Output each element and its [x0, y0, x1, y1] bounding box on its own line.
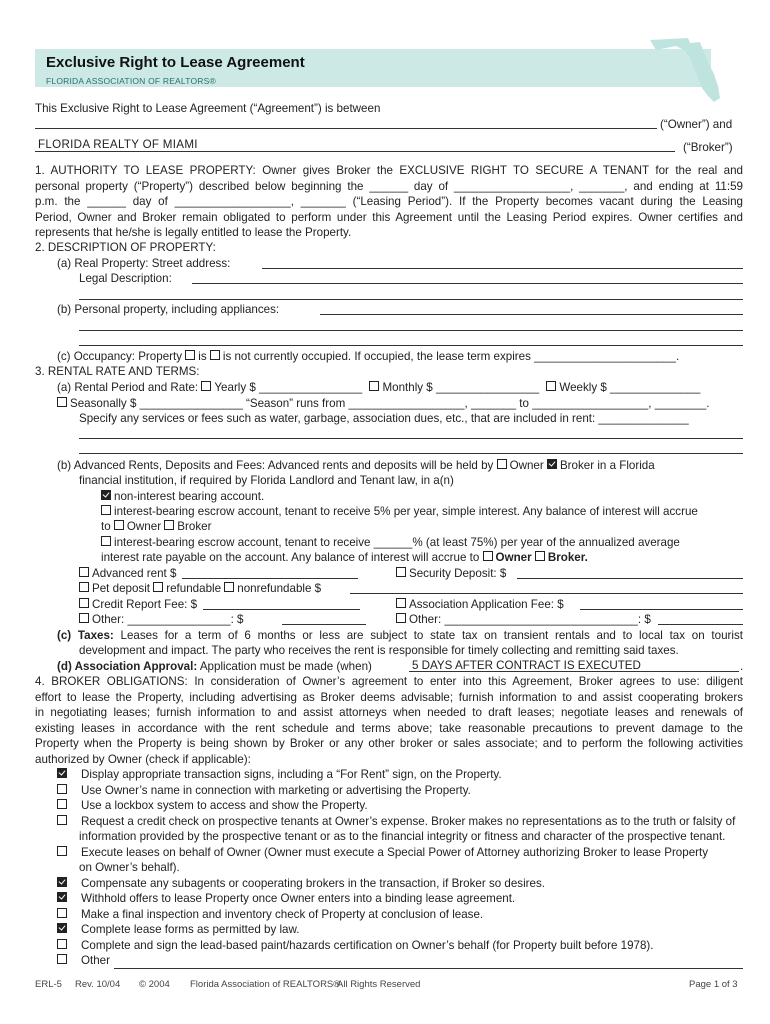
- activity-text: Display appropriate transaction signs, including a “For Rent” sign, on the Property.: [81, 768, 502, 781]
- opt-interest-75-accrue: interest rate payable on the account. Any balance of interest will accrue to Owner Broker.: [101, 551, 588, 564]
- owner-name-field[interactable]: [35, 128, 657, 129]
- personal-property-field-3[interactable]: [79, 345, 743, 346]
- credit-row: Credit Report Fee: $: [79, 597, 743, 612]
- advanced-rent-field[interactable]: [182, 578, 358, 579]
- non-interest-checkbox[interactable]: [101, 490, 111, 500]
- other-fee-1-checkbox[interactable]: [79, 613, 89, 623]
- s3c-line: (c) Taxes: Leases for a term of 6 months or less are subject to state tax on transient rentals and to local tax on tourist: [57, 629, 743, 642]
- association-approval-value: 5 DAYS AFTER CONTRACT IS EXECUTED: [412, 659, 641, 672]
- s3a-line: (a) Rental Period and Rate: Yearly $ ________________ Monthly $ ________________ Weekly $ ______________: [57, 381, 701, 394]
- s4-line-4: existing leases in accordance with the rent schedule and terms above; take reasonable precautions to prevent damage to the: [35, 722, 743, 735]
- interest-5-checkbox[interactable]: [101, 505, 111, 515]
- s3-seasonal-line: Seasonally $ ________________ “Season” runs from __________________, _______ to __________________, ________.: [57, 396, 743, 411]
- activity-checkbox[interactable]: [57, 923, 67, 933]
- activity-item: [57, 783, 765, 798]
- document-subtitle: FLORIDA ASSOCIATION OF REALTORS®: [46, 76, 216, 86]
- legal-label: Legal Description:: [79, 272, 172, 285]
- assoc-app-row: Association Application Fee: $: [396, 597, 736, 612]
- s4-line-3: in negotiating leases; furnish information to and assist attorneys when needed to draft leases; negotiate leases and renewals of: [35, 706, 743, 719]
- adv-rent-row: Advanced rent $: [79, 566, 743, 581]
- security-deposit-field[interactable]: [517, 578, 743, 579]
- pet-refundable-checkbox[interactable]: [153, 582, 163, 592]
- activity-text: Compensate any subagents or cooperating brokers in the transaction, if Broker so desires.: [81, 876, 545, 890]
- credit-report-checkbox[interactable]: [79, 598, 89, 608]
- legal-description-field[interactable]: [192, 283, 743, 284]
- activity-checkbox[interactable]: [57, 815, 67, 825]
- activity-text: Complete lease forms as permitted by law.: [81, 923, 300, 936]
- other-fee-1-field[interactable]: [282, 624, 366, 625]
- opt-interest-5: interest-bearing escrow account, tenant to receive 5% per year, simple interest. Any balance of interest will accrue: [101, 504, 743, 519]
- activity-item: [57, 814, 765, 829]
- services-field[interactable]: [79, 438, 743, 439]
- activity-text: Use a lockbox system to access and show the Property.: [81, 799, 368, 812]
- s4-line-6: authorized by Owner (check if applicable):: [35, 753, 251, 766]
- activity-text: Execute leases on behalf of Owner (Owner must execute a Special Power of Attorney authorizing Broker to lease Property: [81, 845, 709, 859]
- footer-rights: All Rights Reserved: [337, 979, 421, 990]
- activity-checkbox[interactable]: [57, 954, 67, 964]
- footer-revision: Rev. 10/04: [75, 979, 121, 990]
- accrue75-owner-checkbox[interactable]: [483, 551, 493, 561]
- activity-item: [57, 767, 765, 782]
- footer-association: Florida Association of REALTORS®: [190, 979, 341, 990]
- s2-title: 2. DESCRIPTION OF PROPERTY:: [35, 241, 216, 254]
- interest-75-checkbox[interactable]: [101, 536, 111, 546]
- pet-row: Pet deposit refundable nonrefundable $: [79, 581, 743, 596]
- s3b-line: (b) Advanced Rents, Deposits and Fees: Advanced rents and deposits will be held by Owner Broker in a Florida: [57, 459, 655, 472]
- other-fee-2-field[interactable]: [658, 624, 743, 625]
- document-title: Exclusive Right to Lease Agreement: [46, 54, 305, 71]
- weekly-checkbox[interactable]: [546, 381, 556, 391]
- activity-checkbox[interactable]: [57, 877, 67, 887]
- activity-item: [57, 922, 765, 937]
- activity-text: Use Owner’s name in connection with marketing or advertising the Property.: [81, 783, 471, 797]
- s1-line-4: Period, Owner and Broker remain obligated to perform under this Agreement until the Leasing Period expires. Owner certifies and: [35, 211, 743, 224]
- s3c-line-2: development and impact. The party who receives the rent is responsible for timely collecting and remitting said taxes.: [79, 644, 679, 657]
- s1-line-1: 1. AUTHORITY TO LEASE PROPERTY: Owner gives Broker the EXCLUSIVE RIGHT TO SECURE A TENANT for the real and: [35, 164, 743, 177]
- footer-copyright: © 2004: [139, 979, 170, 990]
- accrue-owner-checkbox[interactable]: [114, 520, 124, 530]
- activity-text-cont: information provided by the prospective tenant or as to the financial integrity or fitness and character of the prospective tenant.: [79, 830, 726, 843]
- activity-checkbox[interactable]: [57, 768, 67, 778]
- occupied-is-not-checkbox[interactable]: [210, 350, 220, 360]
- s2b-label: (b) Personal property, including appliances:: [57, 303, 280, 316]
- activity-text: Complete and sign the lead-based paint/hazards certification on Owner’s behalf (for Property built before 1978).: [81, 938, 654, 952]
- s3-services: Specify any services or fees such as water, garbage, association dues, etc., that are included in rent: ______________: [79, 412, 689, 425]
- personal-property-field[interactable]: [320, 314, 743, 315]
- s4-line-5: Property when the Property is being shown by Broker or any other broker or sales associate; and to perform the following activities: [35, 737, 743, 750]
- activity-item: [57, 953, 765, 968]
- association-fee-checkbox[interactable]: [396, 598, 406, 608]
- activity-checkbox[interactable]: [57, 908, 67, 918]
- activity-item: [57, 891, 765, 906]
- activity-text: Make a final inspection and inventory check of Property at conclusion of lease.: [81, 907, 484, 921]
- pet-deposit-checkbox[interactable]: [79, 582, 89, 592]
- activity-item: [57, 798, 765, 813]
- intro-text: This Exclusive Right to Lease Agreement (“Agreement”) is between: [35, 102, 381, 115]
- credit-report-field[interactable]: [203, 609, 360, 610]
- accrue75-broker-checkbox[interactable]: [535, 551, 545, 561]
- s3d-line: (d) Association Approval: Application must be made (when): [57, 660, 372, 673]
- s3-title: 3. RENTAL RATE AND TERMS:: [35, 365, 200, 378]
- owner-tag: (“Owner”) and: [660, 118, 733, 131]
- held-by-owner-checkbox[interactable]: [497, 459, 507, 469]
- s1-line-2: personal property (“Property”) described below beginning the ______ day of __________________, _______, and ending at 11:59: [35, 180, 743, 193]
- legal-description-field-2[interactable]: [79, 299, 743, 300]
- s4-line-2: effort to lease the Property, including advertising as Broker deems advisable; furnish information to and assist cooperating brokers: [35, 691, 743, 704]
- activity-text: Withhold offers to lease Property once Owner enters into a binding lease agreement.: [81, 892, 516, 905]
- yearly-checkbox[interactable]: [201, 381, 211, 391]
- activity-checkbox[interactable]: [57, 892, 67, 902]
- accrue-broker-checkbox[interactable]: [164, 520, 174, 530]
- street-address-field[interactable]: [262, 268, 743, 269]
- held-by-broker-checkbox[interactable]: [547, 459, 557, 469]
- seasonally-checkbox[interactable]: [57, 397, 67, 407]
- opt-interest-75: interest-bearing escrow account, tenant to receive ______% (at least 75%) per year of the annualized average: [101, 535, 743, 550]
- pet-nonrefundable-checkbox[interactable]: [224, 582, 234, 592]
- advanced-rent-checkbox[interactable]: [79, 567, 89, 577]
- services-field-2[interactable]: [79, 453, 743, 454]
- broker-tag: (“Broker”): [683, 141, 733, 154]
- other-fee-2-checkbox[interactable]: [396, 613, 406, 623]
- activity-text-cont: on Owner’s behalf).: [79, 861, 180, 874]
- association-fee-field[interactable]: [580, 609, 743, 610]
- personal-property-field-2[interactable]: [79, 330, 743, 331]
- activity-item: [57, 876, 765, 891]
- activity-text: Request a credit check on prospective tenants at Owner’s expense. Broker makes no representations as to the truth or falsity of: [81, 814, 736, 828]
- s1-line-3: p.m. the ______ day of __________________, _______ (“Leasing Period”). If the Property becomes vacant during the Leasing: [35, 195, 743, 208]
- footer-page: Page 1 of 3: [689, 979, 738, 990]
- activity-checkbox[interactable]: [57, 939, 67, 949]
- monthly-checkbox[interactable]: [369, 381, 379, 391]
- activity-item: [57, 845, 765, 860]
- activity-checkbox[interactable]: [57, 799, 67, 809]
- s2a-label: (a) Real Property: Street address:: [57, 257, 231, 270]
- occupied-is-checkbox[interactable]: [185, 350, 195, 360]
- s4-line-1: 4. BROKER OBLIGATIONS: In consideration of Owner’s agreement to enter into this Agreement, Broker agrees to use: diligent: [35, 675, 743, 688]
- s2c-line: (c) Occupancy: Property is is not currently occupied. If occupied, the lease term expires ______________________.: [57, 350, 680, 363]
- florida-map-icon: [648, 30, 728, 105]
- other1-row: Other: ________________: $: [79, 612, 743, 627]
- security-deposit-checkbox[interactable]: [396, 567, 406, 577]
- activity-checkbox[interactable]: [57, 846, 67, 856]
- opt-non-interest: non-interest bearing account.: [101, 489, 743, 504]
- footer-form-code: ERL-5: [35, 979, 62, 990]
- activity-item: [57, 907, 765, 922]
- broker-name-value: FLORIDA REALTY OF MIAMI: [38, 138, 198, 151]
- security-row: Security Deposit: $: [396, 566, 736, 581]
- activity-text: Other: [81, 954, 110, 967]
- pet-deposit-field[interactable]: [350, 593, 743, 594]
- activity-checkbox[interactable]: [57, 784, 67, 794]
- activity-item: [57, 938, 765, 953]
- other-activity-field[interactable]: [114, 968, 743, 969]
- s1-line-5: represents that he/she is legally entitled to lease the Property.: [35, 226, 352, 239]
- opt-interest-5-accrue: to Owner Broker: [101, 520, 212, 533]
- s2c-label: (c) Occupancy:: [57, 350, 135, 363]
- s3b-line-2: financial institution, if required by Florida Landlord and Tenant law, in a(n): [79, 474, 454, 487]
- other2-row: Other: ______________________________: $: [396, 612, 736, 627]
- period: .: [740, 660, 744, 673]
